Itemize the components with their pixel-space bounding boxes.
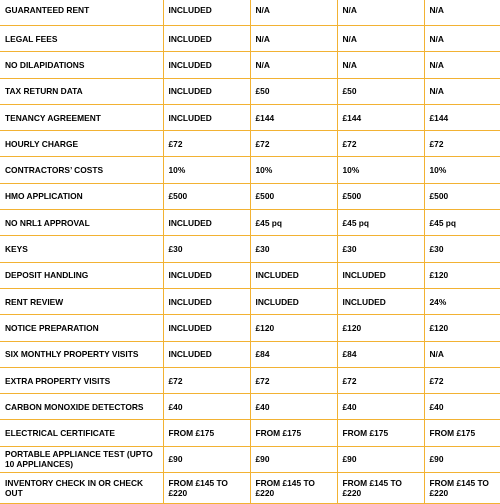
feature-cell: NOTICE PREPARATION: [0, 315, 163, 341]
price-cell-3: £500: [337, 183, 424, 209]
feature-cell: HOURLY CHARGE: [0, 131, 163, 157]
price-cell-1: INCLUDED: [163, 341, 250, 367]
feature-cell: ELECTRICAL CERTIFICATE: [0, 420, 163, 446]
feature-cell: INVENTORY CHECK IN OR CHECK OUT: [0, 473, 163, 504]
price-cell-1: 10%: [163, 157, 250, 183]
table-row: [0, 420, 500, 446]
table-row: [0, 473, 500, 504]
price-cell-2: £120: [250, 315, 337, 341]
price-cell-2: £90: [250, 446, 337, 472]
table-row: [0, 236, 500, 262]
price-cell-1: £72: [163, 367, 250, 393]
feature-cell: KEYS: [0, 236, 163, 262]
price-cell-1: INCLUDED: [163, 26, 250, 52]
feature-cell: HMO APPLICATION: [0, 183, 163, 209]
price-cell-4: £144: [424, 104, 500, 130]
table-row: [0, 26, 500, 52]
feature-cell: EXTRA PROPERTY VISITS: [0, 367, 163, 393]
price-cell-3: N/A: [337, 52, 424, 78]
price-cell-3: £72: [337, 367, 424, 393]
price-cell-3: INCLUDED: [337, 288, 424, 314]
price-cell-2: 10%: [250, 157, 337, 183]
feature-cell: CONTRACTORS’ COSTS: [0, 157, 163, 183]
price-cell-4: £30: [424, 236, 500, 262]
price-cell-4: N/A: [424, 78, 500, 104]
price-cell-2: N/A: [250, 52, 337, 78]
feature-cell: NO DILAPIDATIONS: [0, 52, 163, 78]
feature-cell: GUARANTEED RENT: [0, 0, 163, 26]
price-cell-2: INCLUDED: [250, 262, 337, 288]
price-cell-2: FROM £145 TO £220: [250, 473, 337, 504]
price-cell-4: £40: [424, 394, 500, 420]
price-cell-3: £40: [337, 394, 424, 420]
price-cell-1: £90: [163, 446, 250, 472]
price-cell-2: £84: [250, 341, 337, 367]
price-cell-4: £45 pq: [424, 210, 500, 236]
price-cell-3: £30: [337, 236, 424, 262]
price-cell-2: N/A: [250, 0, 337, 26]
price-cell-4: £120: [424, 315, 500, 341]
price-cell-3: £120: [337, 315, 424, 341]
price-cell-4: N/A: [424, 341, 500, 367]
feature-cell: NO NRL1 APPROVAL: [0, 210, 163, 236]
price-cell-3: £50: [337, 78, 424, 104]
table-row: [0, 104, 500, 130]
table-row: [0, 315, 500, 341]
price-cell-2: FROM £175: [250, 420, 337, 446]
price-cell-4: £500: [424, 183, 500, 209]
price-cell-1: INCLUDED: [163, 288, 250, 314]
price-cell-3: £72: [337, 131, 424, 157]
price-cell-3: N/A: [337, 26, 424, 52]
feature-cell: CARBON MONOXIDE DETECTORS: [0, 394, 163, 420]
price-cell-1: INCLUDED: [163, 52, 250, 78]
price-cell-3: £144: [337, 104, 424, 130]
feature-cell: TAX RETURN DATA: [0, 78, 163, 104]
table-row: [0, 288, 500, 314]
table-row: [0, 78, 500, 104]
price-cell-3: 10%: [337, 157, 424, 183]
price-cell-4: 10%: [424, 157, 500, 183]
price-cell-2: INCLUDED: [250, 288, 337, 314]
price-cell-1: INCLUDED: [163, 0, 250, 26]
price-cell-1: FROM £175: [163, 420, 250, 446]
price-cell-1: INCLUDED: [163, 315, 250, 341]
price-cell-2: £50: [250, 78, 337, 104]
price-cell-3: INCLUDED: [337, 262, 424, 288]
price-cell-2: £72: [250, 367, 337, 393]
table-row: [0, 367, 500, 393]
price-cell-4: FROM £145 TO £220: [424, 473, 500, 504]
price-cell-2: £144: [250, 104, 337, 130]
price-cell-4: N/A: [424, 0, 500, 26]
feature-cell: PORTABLE APPLIANCE TEST (UPTO 10 APPLIANCES): [0, 446, 163, 472]
table-row: [0, 183, 500, 209]
price-cell-1: INCLUDED: [163, 104, 250, 130]
price-cell-3: £45 pq: [337, 210, 424, 236]
table-row: [0, 52, 500, 78]
table-row: [0, 210, 500, 236]
price-cell-1: INCLUDED: [163, 262, 250, 288]
price-cell-3: £84: [337, 341, 424, 367]
table-row: [0, 262, 500, 288]
table-row: [0, 131, 500, 157]
price-cell-4: FROM £175: [424, 420, 500, 446]
feature-cell: DEPOSIT HANDLING: [0, 262, 163, 288]
price-cell-4: N/A: [424, 26, 500, 52]
table-row: [0, 157, 500, 183]
price-cell-4: £120: [424, 262, 500, 288]
price-cell-2: N/A: [250, 26, 337, 52]
price-cell-2: £45 pq: [250, 210, 337, 236]
price-cell-3: N/A: [337, 0, 424, 26]
price-cell-1: £40: [163, 394, 250, 420]
table-row: [0, 394, 500, 420]
price-cell-1: INCLUDED: [163, 78, 250, 104]
price-cell-2: £30: [250, 236, 337, 262]
price-cell-1: £30: [163, 236, 250, 262]
price-cell-2: £72: [250, 131, 337, 157]
feature-cell: LEGAL FEES: [0, 26, 163, 52]
price-cell-4: £72: [424, 131, 500, 157]
feature-cell: TENANCY AGREEMENT: [0, 104, 163, 130]
feature-cell: RENT REVIEW: [0, 288, 163, 314]
price-cell-3: £90: [337, 446, 424, 472]
price-cell-2: £40: [250, 394, 337, 420]
table-row: [0, 0, 500, 26]
price-cell-4: N/A: [424, 52, 500, 78]
price-cell-1: £72: [163, 131, 250, 157]
table-row: [0, 446, 500, 472]
feature-cell: SIX MONTHLY PROPERTY VISITS: [0, 341, 163, 367]
price-cell-1: £500: [163, 183, 250, 209]
price-cell-1: INCLUDED: [163, 210, 250, 236]
price-cell-1: FROM £145 TO £220: [163, 473, 250, 504]
price-cell-3: FROM £175: [337, 420, 424, 446]
price-cell-3: FROM £145 TO £220: [337, 473, 424, 504]
price-cell-4: £72: [424, 367, 500, 393]
price-cell-2: £500: [250, 183, 337, 209]
price-cell-4: £90: [424, 446, 500, 472]
table-row: [0, 341, 500, 367]
price-cell-4: 24%: [424, 288, 500, 314]
